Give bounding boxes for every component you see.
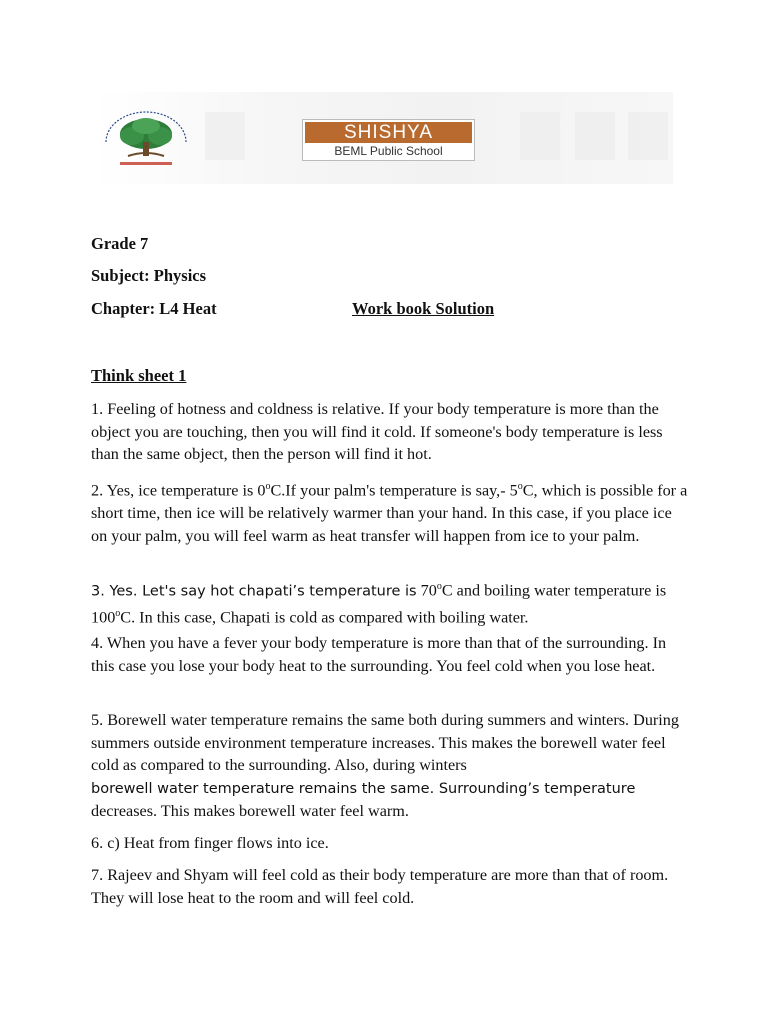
subject-label: Subject: Physics [91,266,207,285]
letterhead-ghost [575,112,615,160]
answer-3: 3. Yes. Let's say hot chapati’s temperature is 70$^o$C and boiling water temperature is 100$^o$C. In this case, Chapati is cold as compared with boiling water. [91,581,667,627]
letterhead-ghost [520,112,560,160]
doc-type-label: Work book Solution [352,299,495,318]
letterhead-ghost [628,112,668,160]
answer-5: 5. Borewell water temperature remains the same both during summers and winters. During summers outside environment temperature increases. This makes the borewell water feel cold as compared to the surrounding. Also, during winters borewell water temperature remains the same. Surrounding’s temperature decreases. This makes borewell water feel warm. [91,711,679,821]
school-brand: SHISHYA [305,122,472,143]
school-logo [302,119,475,161]
chapter-label: Chapter: L4 Heat [91,299,217,318]
answer-1: 1. Feeling of hotness and coldness is relative. If your body temperature is more than the object you are touching, then you will find it cold. If someone's body temperature is less than the same object, then the person will find it hot. [91,400,663,464]
letterhead-ghost [205,112,245,160]
grade-label: Grade 7 [91,234,149,253]
tree-emblem-icon [98,110,194,172]
answer-4: 4. When you have a fever your body temperature is more than that of the surrounding. In this case you lose your body heat to the surrounding. You feel cold when you lose heat. [91,634,667,675]
answer-2: 2. Yes, ice temperature is 0$^o$C.If your palm's temperature is say,- 5$^o$C, which is possible for a short time, then ice will be relatively warmer than your hand. In this case, if you place ice on your palm, you will feel warm as heat transfer will happen from ice to your palm. [91,481,688,545]
answer-6: 6. c) Heat from finger flows into ice. [91,834,329,852]
section-title: Think sheet 1 [91,366,187,385]
school-subtitle: BEML Public School [334,144,443,158]
answer-7: 7. Rajeev and Shyam will feel cold as their body temperature are more than that of room. They will lose heat to the room and will feel cold. [91,866,669,907]
